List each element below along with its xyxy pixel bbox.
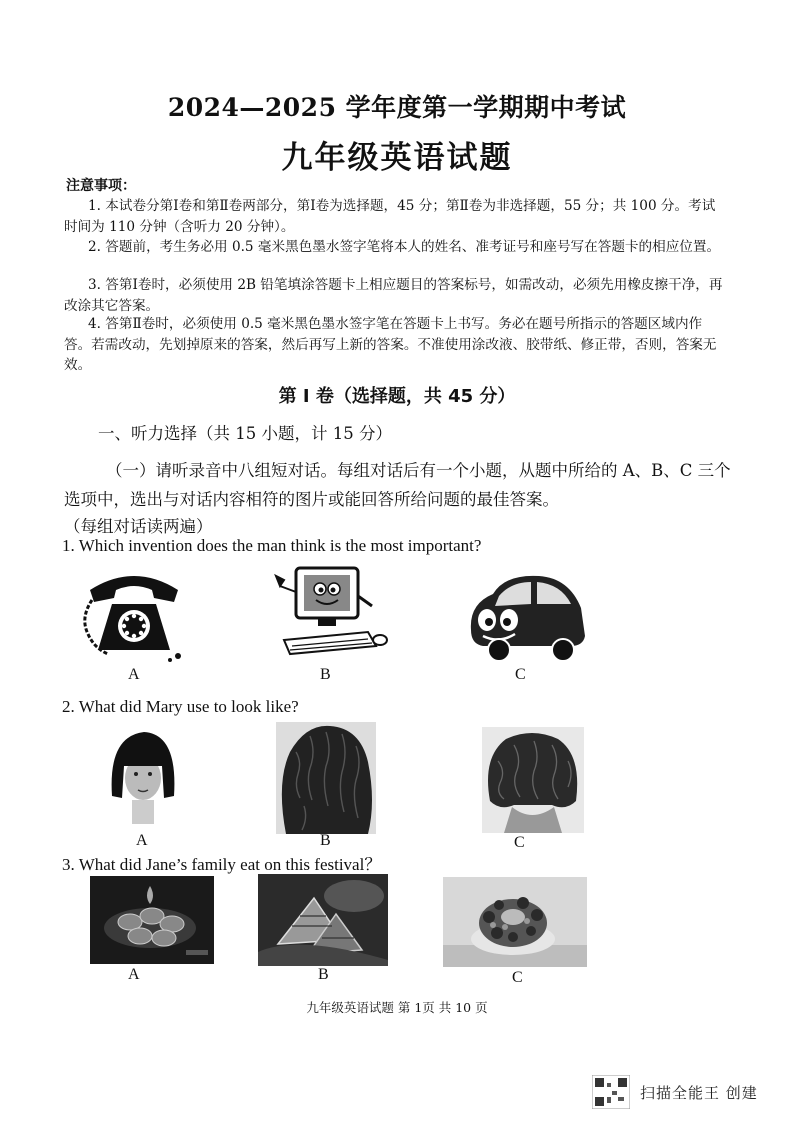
cake-photo (443, 877, 587, 967)
note-item: 3. 答第Ⅰ卷时，必须使用 2B 铅笔填涂答题卡上相应题目的答案标号，如需改动，必须先用橡皮擦干净，再改涂其它答案。 (64, 277, 723, 314)
option-label: A (136, 832, 148, 849)
notes-heading: 注意事项： (66, 178, 136, 194)
page-footer: 九年级英语试题 第 1页 共 10 页 (306, 1000, 488, 1015)
short-hair-photo (106, 726, 180, 824)
option-label: B (320, 666, 331, 683)
option-label: C (512, 969, 523, 986)
mooncakes-photo (90, 876, 214, 964)
option-label: C (515, 666, 526, 683)
scanner-badge-text: 扫描全能王 创建 (640, 1084, 758, 1102)
option-label: B (320, 832, 331, 849)
note-item: 2. 答题前，考生务必用 0.5 毫米黑色墨水签字笔将本人的姓名、准考证号和座号写在答题卡的相应位置。 (88, 239, 721, 255)
scanner-badge (592, 1073, 792, 1111)
exam-subtitle: 九年级英语试题 (281, 140, 513, 176)
option-label: C (514, 834, 525, 851)
car-icon (465, 568, 589, 664)
short-curly-hair-photo (482, 727, 584, 833)
note-item: 1. 本试卷分第Ⅰ卷和第Ⅱ卷两部分，第Ⅰ卷为选择题，45 分；第Ⅱ卷为非选择题，55 分；共 100 分。考试时间为 110 分钟（含听力 20 分钟）。 (64, 198, 716, 235)
option-label: A (128, 666, 140, 683)
long-curly-hair-photo (276, 722, 376, 834)
question-1: 1. Which invention does the man think is the most important? (62, 536, 482, 555)
part-heading: 一、听力选择（共 15 小题，计 15 分） (98, 424, 392, 443)
note-item: 4. 答第Ⅱ卷时，必须使用 0.5 毫米黑色墨水签字笔在答题卡上书写。务必在题号所指示的答题区域内作答。若需改动，先划掉原来的答案，然后再写上新的答案。不准使用涂改液、胶带纸、修正带，否则，答案无效。 (64, 316, 717, 373)
listening-instruction: （一）请听录音中八组短对话。每组对话后有一个小题，从题中所给的 A、B、C 三个选项中，选出与对话内容相符的图片或能回答所给问题的最佳答案。 (64, 461, 731, 509)
listening-instruction-note: （每组对话读两遍） (64, 517, 213, 536)
exam-title: 2024—2025 学年度第一学期期中考试 (167, 93, 627, 122)
question-3: 3. What did Jane’s family eat on this festival？ (62, 855, 382, 874)
zongzi-photo (258, 874, 388, 966)
option-label: B (318, 966, 329, 983)
qr-code-icon (592, 1075, 630, 1109)
question-2: 2. What did Mary use to look like? (62, 697, 299, 716)
computer-icon (268, 562, 392, 658)
option-label: A (128, 966, 140, 983)
telephone-icon (78, 568, 190, 664)
section-title: 第 Ⅰ 卷（选择题，共 45 分） (278, 386, 516, 407)
